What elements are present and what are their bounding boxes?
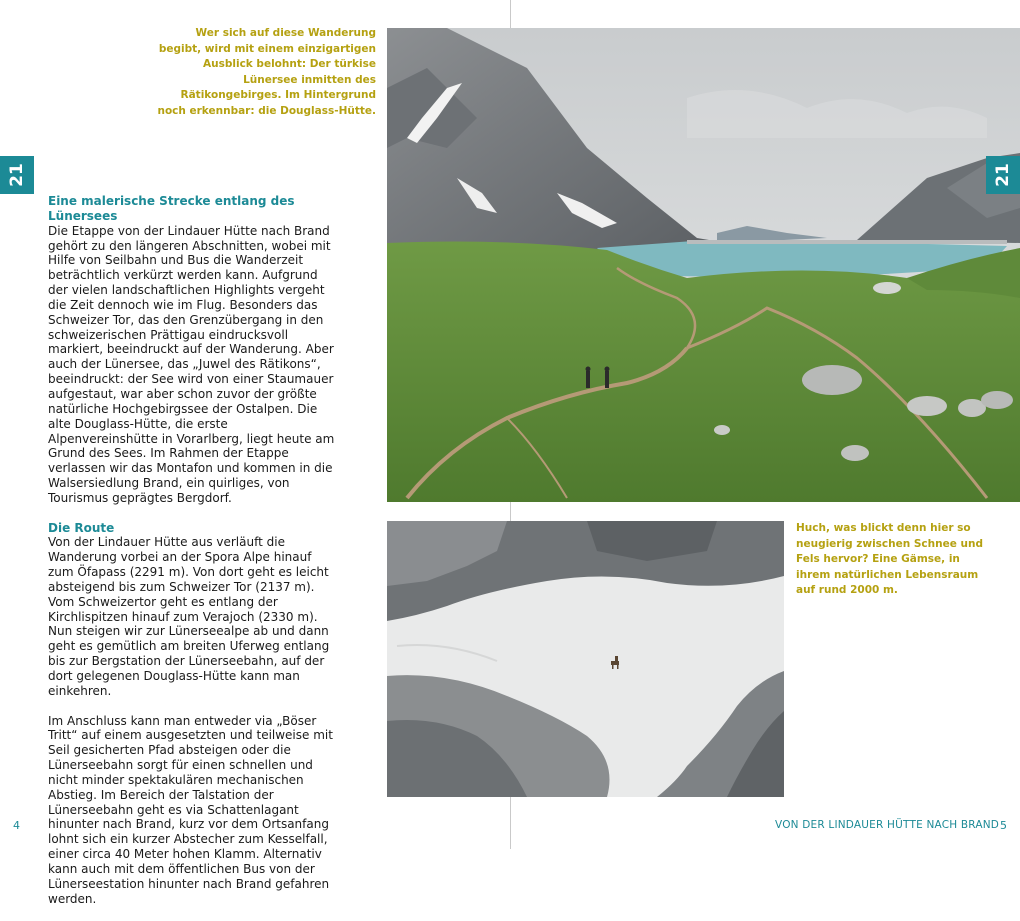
photo-chamois-snowfield (387, 521, 784, 797)
section-heading-scenic-route: Eine malerische Strecke entlang des Lünersees (48, 194, 295, 223)
section-paragraph-descent: Im Anschluss kann man entweder via „Böser Tritt“ auf einem ausgesetzten und teilweise mit Seil gesicherten Pfad absteigen oder die Lünerseebahn sorgt für einen schnellen und nicht minder spektakulären mechanischen Abstieg. Im Bereich der Talstation der Lünerseebahn geht es via Schattenlagant hinunter nach Brand, kurz vor dem Ortsanfang lohnt sich ein kurzer Abstecher zum Kesselfall, einer circa 40 Meter hohen Klamm. Alternativ kann auch mit dem öffentlichen Bus von der Lünerseestation hinunter nach Brand gefahren werden. (48, 713, 333, 906)
chapter-number: 21 (992, 163, 1013, 187)
photo-caption-chamois: Huch, was blickt denn hier so neugierig zwischen Schnee und Fels hervor? Eine Gämse, in ihrem natürlichen Lebensraum auf rund 2000 m. (796, 522, 983, 597)
page-number-left: 4 (13, 819, 20, 832)
section-paragraph-route: Von der Lindauer Hütte aus verläuft die Wanderung vorbei an der Spora Alpe hinauf zum Öfapass (2291 m). Von dort geht es leicht absteigend bis zum Schweizer Tor (2137 m). Vom Schweizertor geht es entlang der Kirchlispitzen hinauf zum Verajoch (2330 m). Nun steigen wir zur Lünerseealpe ab und dann geht es gemütlich am breiten Uferweg entlang bis zur Bergstation der Lünerseebahn, auf der dort gelegenen Douglass-Hütte kann man einkehren. (48, 535, 330, 698)
section-paragraph-intro: Die Etappe von der Lindauer Hütte nach Brand gehört zu den längeren Abschnitten, wobei mit Hilfe von Seilbahn und Bus die Wanderzeit beträchtlich verkürzt werden kann. Aufgrund der vielen landschaftlichen Highlights vergeht die Zeit dennoch wie im Flug. Besonders das Schweizer Tor, das den Grenzübergang in den schweizerischen Prättigau eindrucksvoll markiert, beeindruckt auf der Wanderung. Aber auch der Lünersee, das „Juwel des Rätikons“, beeindruckt: der See wird von einer Staumauer aufgestaut, war aber schon zuvor der größte natürliche Hochgebirgssee der Ostalpen. Die alte Douglass-Hütte, die erste Alpenvereinshütte in Vorarlberg, liegt heute am Grund des Sees. Im Rahmen der Etappe verlassen wir das Montafon und kommen in die Walsersiedlung Brand, ein quirliges, von Tourismus geprägtes Bergdorf. (48, 223, 335, 505)
chapter-tab-right (986, 156, 1020, 194)
article-body (48, 194, 340, 921)
running-head: VON DER LINDAUER HÜTTE NACH BRAND (775, 819, 1000, 831)
section-heading-route: Die Route (48, 520, 115, 535)
page-number-right: 5 (1000, 819, 1007, 832)
photo-caption-lake: Wer sich auf diese Wanderung begibt, wird mit einem einzigartigen Ausblick belohnt: Der türkise Lünersee inmitten des Rätikongebirges. Im Hintergrund noch erkennbar: die Douglass-Hütte. (157, 27, 376, 117)
chapter-tab-left (0, 156, 34, 194)
chapter-number: 21 (6, 163, 27, 187)
photo-luenersee-landscape (387, 28, 1020, 502)
